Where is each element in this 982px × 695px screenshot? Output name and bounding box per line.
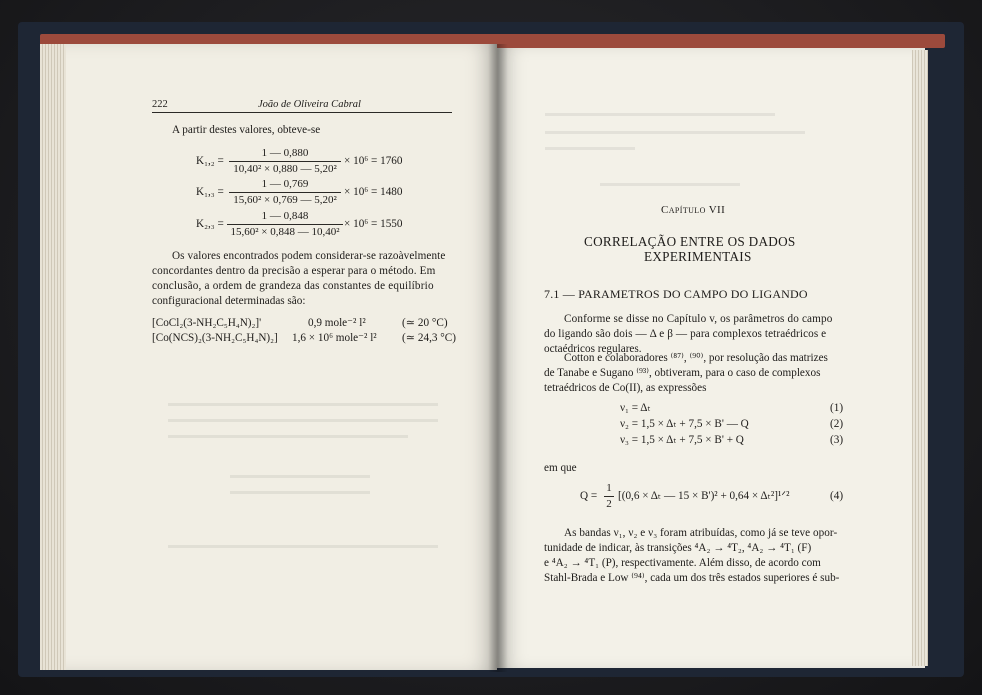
temperature: (≃ 24,3 °C) (402, 332, 456, 344)
paragraph-line: Conforme se disse no Capítulo v, os parâmetros do campo (564, 313, 833, 325)
show-through: ▬▬▬▬▬▬▬▬▬▬▬▬▬▬ (230, 470, 370, 481)
eq-lhs: K₂,₃ = (196, 218, 224, 230)
eq-denominator: 10,40² × 0,880 — 5,20² (233, 163, 337, 175)
compound-name: [Co(NCS)₂(3-NH₂C₅H₄N)₂] (152, 332, 278, 344)
paragraph-line: tetraédricos de Co(II), as expressões (544, 382, 707, 394)
show-through: ▬▬▬▬▬▬▬▬▬ (545, 142, 635, 153)
paragraph-line: conclusão, a ordem de grandeza das constantes de equilíbrio (152, 280, 434, 292)
right-page-stack (912, 50, 928, 666)
show-through: ▬▬▬▬▬▬▬▬▬▬▬▬▬▬▬▬▬▬▬▬▬▬▬ (545, 108, 775, 119)
paragraph-line: octaédricos regulares. (544, 343, 642, 355)
show-through: ▬▬▬▬▬▬▬▬▬▬▬▬▬▬▬▬▬▬▬▬▬▬▬▬▬▬▬ (168, 414, 438, 425)
running-header: João de Oliveira Cabral (258, 99, 361, 110)
show-through: ▬▬▬▬▬▬▬▬▬▬▬▬▬▬ (600, 178, 740, 189)
eq-fraction (227, 210, 343, 239)
eq-denominator: 15,60² × 0,848 — 10,40² (230, 226, 340, 238)
q-expression: [(0,6 × Δₜ — 15 × B')² + 0,64 × Δₜ²]¹ᐟ² (618, 490, 790, 502)
q-numerator: 1 (606, 482, 612, 494)
temperature: (≃ 20 °C) (402, 317, 448, 329)
chapter-title-line1: CORRELAÇÃO ENTRE OS DADOS (584, 234, 796, 249)
compound-name: [CoCl₂(3-NH₂C₅H₄N)₂]' (152, 317, 262, 329)
section-heading: 7.1 — PARAMETROS DO CAMPO DO LIGANDO (544, 287, 808, 301)
paragraph-line: concordantes dentro da precisão a esperar para o método. Em (152, 265, 436, 277)
show-through: ▬▬▬▬▬▬▬▬▬▬▬▬▬▬ (230, 486, 370, 497)
eq-numerator: 1 — 0,769 (261, 178, 309, 190)
equation: ν₂ = 1,5 × Δₜ + 7,5 × B' — Q (620, 418, 749, 430)
equation: ν₁ = Δₜ (620, 402, 651, 414)
chapter-label: Capítulo VII (661, 204, 726, 216)
show-through: ▬▬▬▬▬▬▬▬▬▬▬▬▬▬▬▬▬▬▬▬▬▬▬▬ (168, 430, 408, 441)
eq-numerator: 1 — 0,848 (261, 210, 309, 222)
eq-fraction (229, 147, 341, 176)
constant-value: 0,9 mole⁻² l² (308, 317, 366, 329)
equation-number: (2) (830, 418, 844, 430)
eq-rhs: × 10⁶ = 1480 (344, 186, 403, 198)
eq-denominator: 15,60² × 0,769 — 5,20² (233, 194, 337, 206)
paragraph-line: Stahl-Brada e Low ⁽⁹⁴⁾, cada um dos três estados superiores é sub- (544, 572, 840, 584)
header-rule (152, 112, 452, 113)
show-through: ▬▬▬▬▬▬▬▬▬▬▬▬▬▬▬▬▬▬▬▬▬▬▬▬▬▬ (545, 126, 805, 137)
left-page (40, 44, 497, 670)
equation-number: (3) (830, 434, 844, 446)
paragraph-line: Os valores encontrados podem considerar-se razoàvelmente (172, 250, 446, 262)
equation: ν₃ = 1,5 × Δₜ + 7,5 × B' + Q (620, 434, 744, 446)
q-denominator: 2 (606, 498, 612, 510)
eq-fraction (229, 178, 341, 207)
paragraph-line: configuracional determinadas são: (152, 295, 306, 307)
paragraph-line: Cotton e colaboradores ⁽⁸⁷⁾, ⁽⁹⁰⁾, por resolução das matrizes (564, 352, 828, 364)
paragraph-line: As bandas ν₁, ν₂ e ν₃ foram atribuídas, como já se teve opor- (564, 527, 838, 539)
paragraph-line: tunidade de indicar, às transições ⁴A₂ → ⁴T₂, ⁴A₂ → ⁴T₁ (F) (544, 542, 812, 554)
q-lhs: Q = (580, 490, 598, 502)
q-fraction (604, 482, 614, 511)
eq-rhs: × 10⁶ = 1550 (344, 218, 403, 230)
book-gutter (488, 44, 508, 672)
eq-lhs: K₁,₃ = (196, 186, 224, 198)
intro-text: A partir destes valores, obteve-se (172, 124, 321, 136)
eq-numerator: 1 — 0,880 (261, 147, 309, 159)
constant-value: 1,6 × 10⁶ mole⁻² l² (292, 332, 377, 344)
paragraph-line: de Tanabe e Sugano ⁽⁹³⁾, obtiveram, para o caso de complexos (544, 367, 821, 379)
paragraph-line: e ⁴A₂ → ⁴T₁ (P), respectivamente. Além disso, de acordo com (544, 557, 821, 569)
equation-number: (4) (830, 490, 844, 502)
left-page-stack (40, 44, 66, 670)
chapter-title-line2: EXPERIMENTAIS (644, 249, 752, 264)
page-number: 222 (152, 99, 168, 110)
em-que-label: em que (544, 462, 577, 474)
show-through: ▬▬▬▬▬▬▬▬▬▬▬▬▬▬▬▬▬▬▬▬▬▬▬▬▬▬▬ (168, 398, 438, 409)
paragraph-line: do ligando são dois — Δ e β — para complexos tetraédricos e (544, 328, 827, 340)
show-through: ▬▬▬▬▬▬▬▬▬▬▬▬▬▬▬▬▬▬▬▬▬▬▬▬▬▬▬ (168, 540, 438, 551)
eq-rhs: × 10⁶ = 1760 (344, 155, 403, 167)
eq-lhs: K₁,₂ = (196, 155, 224, 167)
equation-number: (1) (830, 402, 844, 414)
